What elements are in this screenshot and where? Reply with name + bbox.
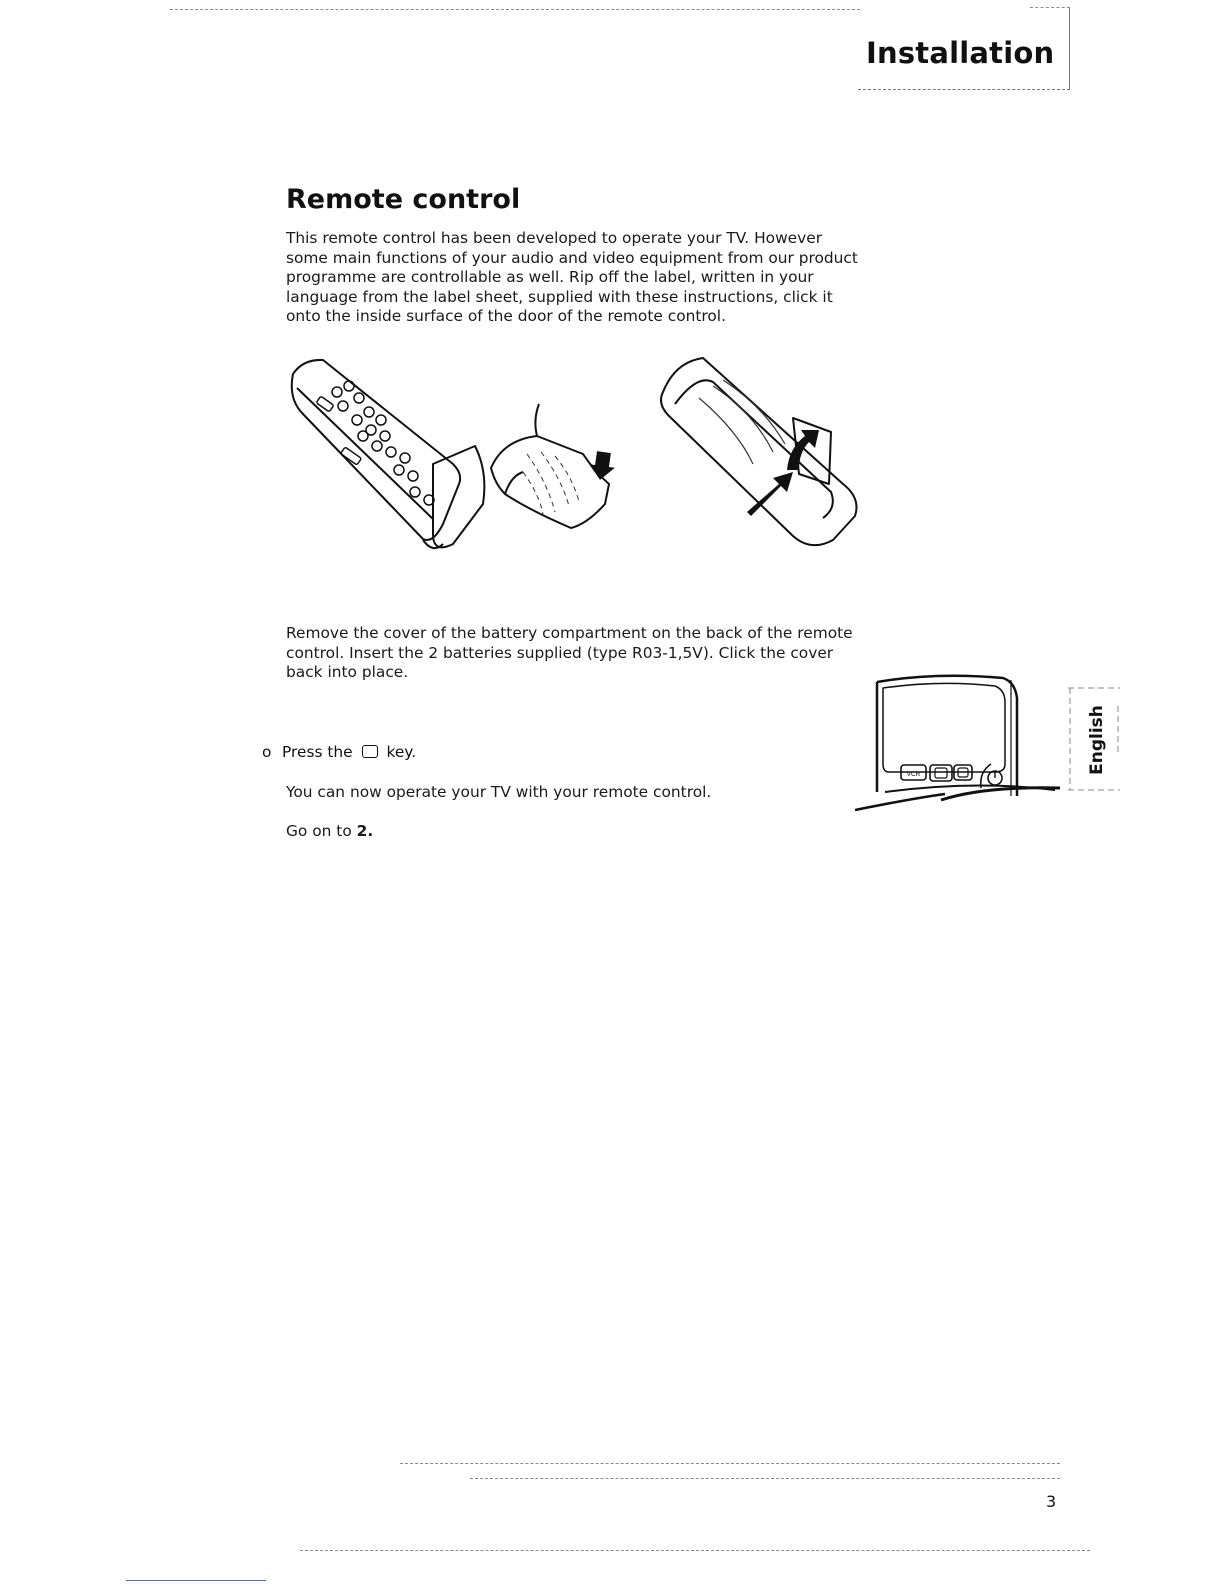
next-step-target: 2.	[356, 822, 374, 840]
step-bullet: o	[262, 743, 272, 761]
page-header-title: Installation	[866, 36, 1055, 70]
section-title: Remote control	[286, 184, 521, 215]
scan-artifact-top	[170, 9, 860, 10]
vcr-key-label: VCR	[906, 771, 921, 778]
scan-artifact-footer-1	[400, 1463, 1060, 1464]
scan-artifact-top-right	[1030, 7, 1070, 8]
door-label-illustration	[487, 402, 617, 530]
scan-artifact-footer-2	[470, 1478, 1060, 1479]
remote-mode-keys-illustration	[855, 668, 1063, 818]
scan-blue-rule	[126, 1580, 266, 1581]
step-suffix: key.	[386, 743, 417, 761]
next-step-prefix: Go on to	[286, 822, 352, 840]
next-step	[286, 822, 373, 842]
confirmation-text: You can now operate your TV with your remote control.	[286, 783, 712, 801]
battery-compartment-illustration	[653, 352, 863, 552]
scan-artifact-bottom	[300, 1550, 1090, 1551]
step-prefix: Press the	[282, 743, 353, 761]
remote-door-open-illustration	[283, 354, 498, 554]
page-number: 3	[1046, 1492, 1057, 1511]
intro-paragraph: This remote control has been developed to operate your TV. However some main functions of your audio and video equipment from our product programme are controllable as well. Rip off the label, written in your language from the label sheet, supplied with these instructions, click it onto the inside surface of the door of the remote control.	[286, 229, 858, 326]
tv-mode-key-icon	[362, 745, 378, 758]
battery-instructions: Remove the cover of the battery compartment on the back of the remote control. Insert the 2 batteries supplied (type R03-1,5V). Click the cover back into place.	[286, 624, 853, 682]
language-tab: English	[1087, 705, 1107, 775]
header-vertical-rule	[1069, 8, 1070, 90]
step-press-key	[262, 742, 416, 762]
header-rule	[858, 89, 1070, 90]
